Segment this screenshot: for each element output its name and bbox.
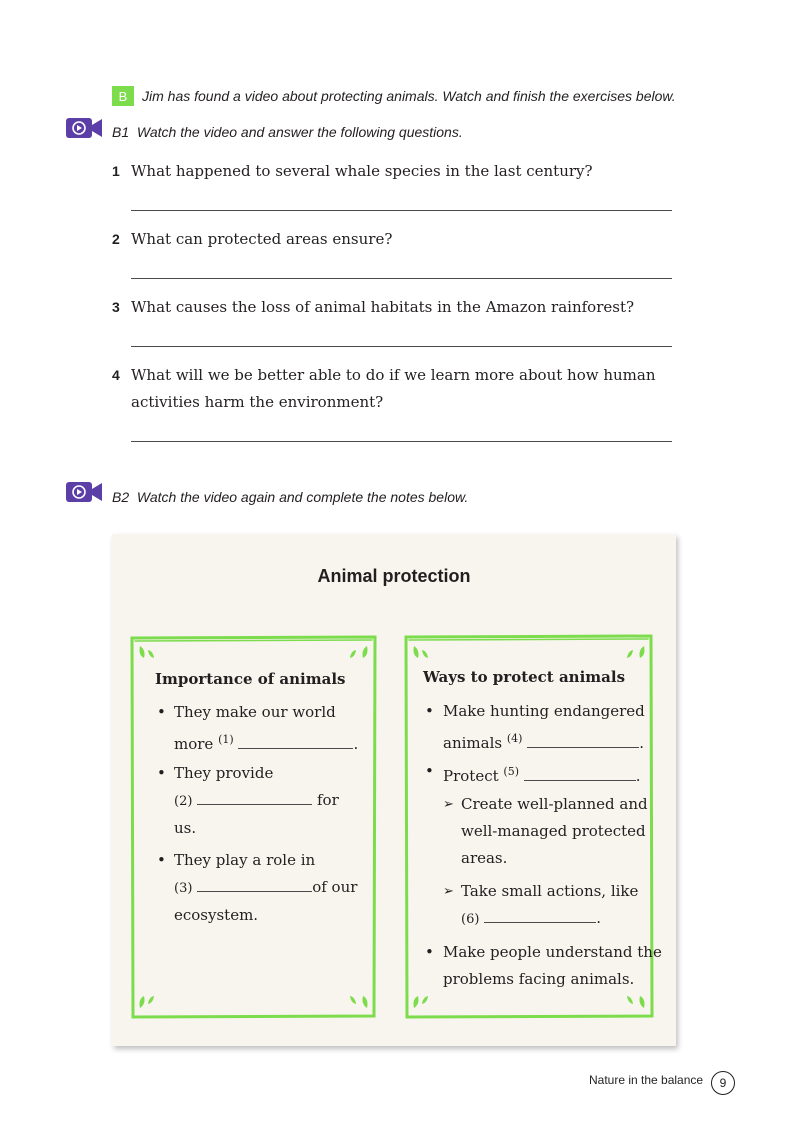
- blank-3[interactable]: [197, 877, 312, 892]
- answer-line-3[interactable]: [131, 346, 672, 347]
- bullet-icon: •: [425, 702, 434, 720]
- right-box-title: Ways to protect animals: [423, 668, 626, 686]
- question-text: What will we be better able to do if we learn more about how human activities harm the environment?: [131, 366, 656, 411]
- card-title: Animal protection: [317, 566, 471, 586]
- bullet-icon: •: [157, 851, 166, 869]
- video-camera-icon[interactable]: [66, 117, 102, 139]
- question-text: What happened to several whale species in the last century?: [131, 162, 593, 180]
- b1-label: B1: [112, 124, 130, 140]
- notes-card: Animal protection Importance of animals • They make our world more $^{(1)}$ . • They provide (2) for us. • They play a role in (3) of our ecosystem. Ways to protect animals • Make hunting endangered animals $^{(4)}$ . • Protect $^{(5)}$ . ➢ Create well-planned and well-managed protected areas. ➢ Take small actions, like (6) . • Make people understand the problems facing animals.: [112, 534, 676, 1046]
- b1-task: [112, 124, 463, 140]
- blank-6[interactable]: [484, 908, 596, 923]
- video-camera-icon[interactable]: [66, 481, 102, 503]
- arrow-bullet-icon: ➢: [443, 797, 454, 812]
- b2-label: B2: [112, 489, 130, 505]
- b2-task: [112, 489, 468, 505]
- left-box-title: Importance of animals: [155, 670, 346, 688]
- b1-instruction: Watch the video and answer the following questions.: [136, 124, 463, 140]
- bullet-icon: •: [425, 943, 434, 961]
- blank-5[interactable]: [524, 766, 636, 781]
- bullet-icon: •: [157, 703, 166, 721]
- question-text: What causes the loss of animal habitats in the Amazon rainforest?: [131, 298, 635, 316]
- answer-line-1[interactable]: [131, 210, 672, 211]
- answer-line-4[interactable]: [131, 441, 672, 442]
- question-text: What can protected areas ensure?: [131, 230, 393, 248]
- bullet-icon: •: [157, 764, 166, 782]
- arrow-bullet-icon: ➢: [443, 884, 454, 899]
- blank-1[interactable]: [238, 734, 353, 749]
- blank-4[interactable]: [527, 733, 639, 748]
- section-badge: B: [112, 86, 134, 106]
- answer-line-2[interactable]: [131, 278, 672, 279]
- footer-title: Nature in the balance: [589, 1073, 704, 1087]
- blank-2[interactable]: [197, 790, 312, 805]
- bullet-icon: •: [425, 762, 434, 780]
- b2-instruction: Watch the video again and complete the notes below.: [136, 489, 469, 505]
- section-instruction: Jim has found a video about protecting animals. Watch and finish the exercises below.: [142, 88, 676, 104]
- page-number: 9: [711, 1071, 735, 1095]
- section-header: [112, 86, 676, 106]
